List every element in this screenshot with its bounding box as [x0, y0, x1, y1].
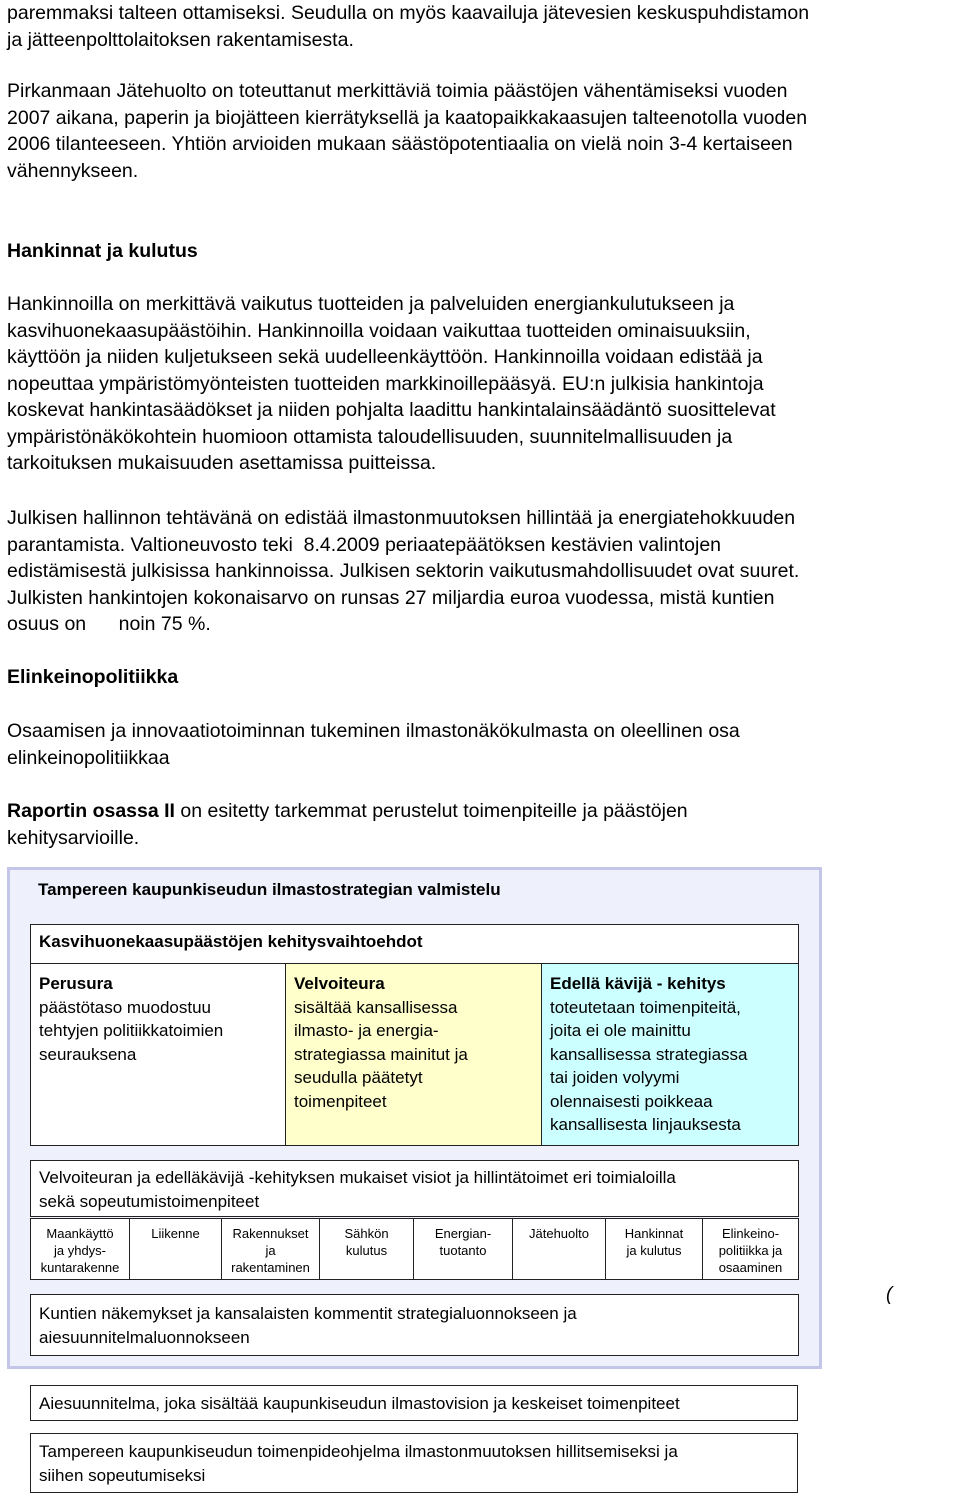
- scenario-perusura: [30, 963, 286, 1146]
- sector-label: Liikenne: [151, 1226, 200, 1241]
- scenario-text: sisältää kansallisessa: [294, 997, 458, 1017]
- sector-label: ja yhdys-: [53, 1243, 107, 1258]
- paragraph-line: parantamista. Valtioneuvosto teki 8.4.2009 periaatepäätöksen kestävien valintojen: [7, 533, 722, 556]
- sector-box: [319, 1218, 414, 1280]
- scenario-edella-kavija: [541, 963, 799, 1146]
- views-text: Kuntien näkemykset ja kansalaisten kommentit strategialuonnokseen ja: [39, 1304, 577, 1323]
- stray-parenthesis: (: [886, 1284, 893, 1305]
- scenario-text: seurauksena: [39, 1044, 137, 1064]
- program-text: Tampereen kaupunkiseudun toimenpideohjelma ilmastonmuutoksen hillitsemiseksi ja: [39, 1442, 678, 1461]
- heading-elinkeino: Elinkeinopolitiikka: [7, 666, 179, 688]
- paragraph-line: vähennykseen.: [7, 159, 139, 182]
- sector-label: rakentaminen: [231, 1260, 310, 1275]
- sector-box: [605, 1218, 703, 1280]
- views-text: aiesuunnitelmaluonnokseen: [39, 1327, 250, 1347]
- sector-label: Maankäyttö: [46, 1226, 114, 1241]
- scenario-text: toteutetaan toimenpiteitä,: [550, 997, 741, 1017]
- program-text: siihen sopeutumiseksi: [39, 1465, 206, 1485]
- diagram-title: Tampereen kaupunkiseudun ilmastostrategian valmistelu: [38, 880, 501, 899]
- sector-label: Sähkön: [344, 1226, 389, 1241]
- sector-label: Energian-: [434, 1226, 492, 1241]
- scenario-title: Perusura: [39, 974, 113, 993]
- scenario-text: seudulla päätetyt: [294, 1068, 423, 1087]
- paragraph-line: ympäristönäkökohtein huomioon ottamista taloudellisuuden, suunnitelmallisuuden ja: [7, 425, 733, 448]
- sector-label: ja kulutus: [626, 1243, 682, 1258]
- scenario-text: kansallisessa strategiassa: [550, 1044, 748, 1064]
- paragraph-line: tarkoituksen mukaisuuden asettamissa puitteissa.: [7, 452, 437, 474]
- paragraph-line: 2006 tilanteeseen. Yhtiön arvioiden mukaan säästöpotentiaalia on vielä noin 3-4 kertaiseen: [7, 133, 793, 155]
- paragraph-line: kasvihuonekaasupäästöihin. Hankinnoilla voidaan vaikuttaa tuotteiden ominaisuuksiin,: [7, 319, 751, 342]
- scenario-text: tehtyjen politiikkatoimien: [39, 1021, 224, 1040]
- scenario-velvoiteura: [285, 963, 542, 1146]
- visions-text: Velvoiteuran ja edelläkävijä -kehityksen mukaiset visiot ja hillintätoimet eri toimialoilla: [39, 1168, 676, 1187]
- scenario-text: tai joiden volyymi: [550, 1068, 680, 1087]
- paragraph-line: elinkeinopolitiikkaa: [7, 746, 170, 769]
- paragraph-line: Osaamisen ja innovaatiotoiminnan tukeminen ilmastonäkökulmasta on oleellinen osa: [7, 720, 740, 742]
- action-plan-box: [30, 1385, 798, 1421]
- sector-label: Jätehuolto: [529, 1226, 589, 1241]
- intro-line: ja jätteenpolttolaitoksen rakentamisesta.: [7, 28, 354, 51]
- raportti-paragraph: [7, 798, 955, 851]
- scenario-text: ilmasto- ja energia-: [294, 1021, 439, 1040]
- intro-paragraph: [7, 0, 955, 53]
- sector-label: tuotanto: [439, 1243, 487, 1258]
- paragraph-line: nopeuttaa ympäristömyönteisten tuotteiden markkinoillepääsyä. EU:n julkisia hankintoja: [7, 372, 764, 395]
- sector-label: kuntarakenne: [40, 1260, 120, 1275]
- paragraph-line: 2007 aikana, paperin ja biojätteen kierrätyksellä ja kaatopaikkakaasujen talteenotolla vuoden: [7, 106, 808, 129]
- views-box: [30, 1294, 799, 1356]
- sector-label: Rakennukset: [232, 1226, 309, 1241]
- sector-box: [512, 1218, 606, 1280]
- sector-box: [30, 1218, 130, 1280]
- paragraph-line: kehitysarvioille.: [7, 826, 140, 849]
- scenario-text: strategiassa mainitut ja: [294, 1044, 468, 1064]
- sector-label: Hankinnat: [624, 1226, 684, 1241]
- scenario-text: toimenpiteet: [294, 1091, 387, 1111]
- scenario-text: kansallisesta linjauksesta: [550, 1115, 741, 1134]
- paragraph-line: osuus on noin 75 %.: [7, 613, 211, 635]
- sector-label: Elinkeino-: [721, 1226, 780, 1241]
- paragraph-line: edistämisestä julkisissa hankinnoissa. Julkisen sektorin vaikutusmahdollisuudet ovat suuret.: [7, 560, 800, 582]
- sector-label: kulutus: [345, 1243, 388, 1258]
- raportti-bold: Raportin osassa II: [7, 800, 175, 822]
- scenario-title: Edellä kävijä - kehitys: [550, 974, 726, 993]
- julkinen-paragraph: [7, 505, 955, 638]
- jatehuolto-paragraph: [7, 78, 955, 184]
- intro-line: paremmaksi talteen ottamiseksi. Seudulla on myös kaavailuja jätevesien keskuspuhdistamon: [7, 2, 810, 24]
- scenario-text: olennaisesti poikkeaa: [550, 1091, 713, 1111]
- scenario-header: Kasvihuonekaasupäästöjen kehitysvaihtoehdot: [30, 924, 799, 964]
- sector-label: osaaminen: [718, 1260, 783, 1275]
- paragraph-line: koskevat hankintasäädökset ja niiden pohjalta laadittu hankintalainsäädäntö suosittelevat: [7, 399, 776, 421]
- program-box: [30, 1433, 798, 1493]
- paragraph-line: Julkisen hallinnon tehtävänä on edistää ilmastonmuutoksen hillintää ja energiatehokkuuden: [7, 507, 796, 529]
- sector-box: [221, 1218, 320, 1280]
- sector-box: [702, 1218, 799, 1280]
- hankinnat-paragraph: [7, 291, 955, 477]
- sector-label: ja: [265, 1243, 276, 1258]
- scenario-text: joita ei ole mainittu: [550, 1021, 691, 1040]
- sector-box: [129, 1218, 222, 1280]
- sector-label: politiikka ja: [718, 1243, 783, 1258]
- paragraph-line: Julkisten hankintojen kokonaisarvo on runsas 27 miljardia euroa vuodessa, mistä kuntien: [7, 586, 775, 609]
- heading-hankinnat: Hankinnat ja kulutus: [7, 240, 198, 262]
- visions-text: sekä sopeutumistoimenpiteet: [39, 1191, 260, 1211]
- sector-box: [413, 1218, 513, 1280]
- paragraph-line: käyttöön ja niiden kuljetukseen sekä uudelleenkäyttöön. Hankinnoilla voidaan edistää ja: [7, 346, 763, 368]
- elinkeino-paragraph: [7, 718, 955, 771]
- scenario-text: päästötaso muodostuu: [39, 997, 212, 1017]
- paragraph-line: on esitetty tarkemmat perustelut toimenpiteille ja päästöjen: [174, 800, 688, 822]
- paragraph-line: Pirkanmaan Jätehuolto on toteuttanut merkittäviä toimia päästöjen vähentämiseksi vuoden: [7, 80, 788, 102]
- action-plan-text: Aiesuunnitelma, joka sisältää kaupunkiseudun ilmastovision ja keskeiset toimenpiteet: [39, 1394, 680, 1413]
- paragraph-line: Hankinnoilla on merkittävä vaikutus tuotteiden ja palveluiden energiankulutukseen ja: [7, 293, 735, 315]
- scenario-title: Velvoiteura: [294, 974, 385, 993]
- visions-box: [30, 1160, 799, 1217]
